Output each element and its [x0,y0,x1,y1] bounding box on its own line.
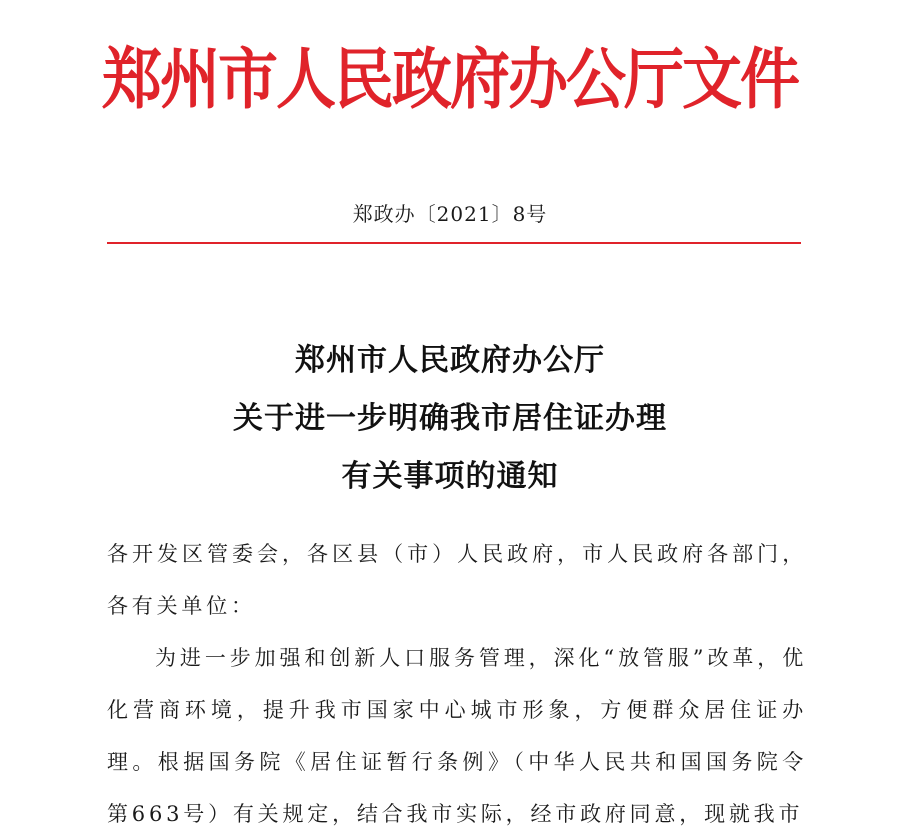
title-line-3: 有关事项的通知 [341,459,559,494]
title-line-1: 郑州市人民政府办公厅 [295,343,605,378]
body-paragraph-1: 为进一步加强和创新人口服务管理，深化“放管服”改革，优化营商环境，提升我市国家中心城市形象，方便群众居住证办理。根据国务院《居住证暂行条例》（中华人民共和国国务院令第663号）有关规定，结合我市实际，经市政府同意，现就我市 [107,646,807,826]
document-title [0,332,900,506]
title-line-2: 关于进一步明确我市居住证办理 [233,401,667,436]
red-divider-line [107,242,801,244]
document-masthead: 郑州市人民政府办公厅文件 [102,41,798,119]
document-body [107,528,807,840]
document-number: 郑政办〔2021〕8号 [352,202,548,226]
addressee-paragraph: 各开发区管委会，各区县（市）人民政府，市人民政府各部门，各有关单位： [107,542,807,618]
